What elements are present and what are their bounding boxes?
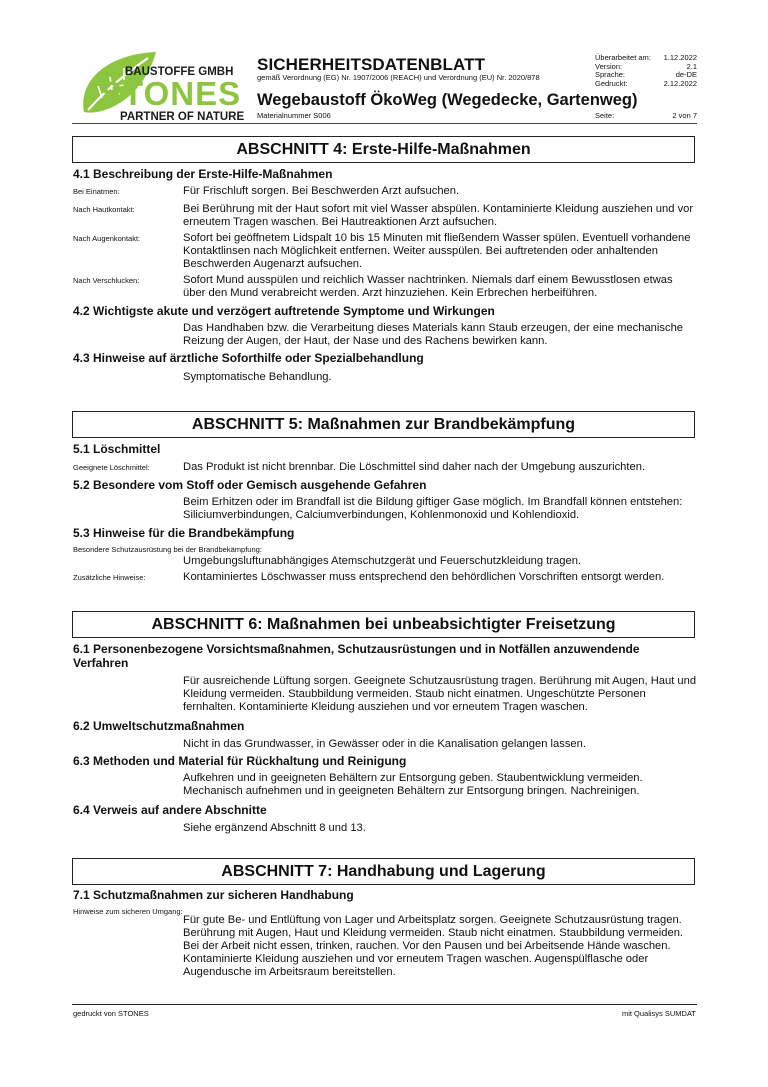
document-title: SICHERHEITSDATENBLATT [257,55,486,74]
header-divider [72,123,697,124]
subsection-4-2: 4.2 Wichtigste akute und verzögert auftretende Symptome und Wirkungen [73,304,495,318]
text-ingestion: Sofort Mund ausspülen und reichlich Wasser nachtrinken. Niemals darf einem Bewusstlosen etwas über den Mund verabreicht werden. Arzt hinzuziehen. Kein Erbrechen herbeiführen. [183,274,673,299]
leaf-logo-icon [78,50,248,122]
text-6-4: Siehe ergänzend Abschnitt 8 und 13. [183,822,366,834]
text-eye-contact: Sofort bei geöffnetem Lidspalt 10 bis 15 Minuten mit fließendem Wasser spülen. Eventuell vorhandene Kontaktlinsen nach Möglichkeit entfernen. Weiter ausspülen. Bei auftretenden oder anhaltenden Beschwerden Augenarzt aufsuchen. [183,232,691,270]
material-number: Materialnummer S006 [257,111,331,120]
label-inhalation: Bei Einatmen: [73,187,120,196]
text-6-1: Für ausreichende Lüftung sorgen. Geeignete Schutzausrüstung tragen. Berührung mit Augen, Haut und Kleidung vermeiden. Staubbildung vermeiden. Staub nicht einatmen. Ungeschützte Personen fernhalten. Kontaminierte Kleidung ausziehen und vor erneutem Tragen waschen. [183,675,697,713]
logo-company: BAUSTOFFE GMBH [125,66,234,78]
subsection-4-1: 4.1 Beschreibung der Erste-Hilfe-Maßnahmen [73,167,333,181]
label-protective-equipment: Besondere Schutzausrüstung bei der Brandbekämpfung: [73,545,262,554]
text-5-2: Beim Erhitzen oder im Brandfall ist die Bildung giftiger Gase möglich. Im Brandfall können entstehen: Siliciumverbindungen, Calciumverbindungen, Kohlenmonoxid und Kohlendioxid. [183,496,683,521]
subsection-5-3: 5.3 Hinweise für die Brandbekämpfung [73,526,295,540]
meta-label: Gedruckt: [595,78,628,88]
subsection-6-2: 6.2 Umweltschutzmaßnahmen [73,719,245,733]
meta-value: 1.12.2022 [663,53,697,62]
label-ingestion: Nach Verschlucken: [73,276,140,285]
subsection-4-3: 4.3 Hinweise auf ärztliche Soforthilfe oder Spezialbehandlung [73,351,424,365]
label-additional-notes: Zusätzliche Hinweise: [73,573,146,582]
text-5-1: Das Produkt ist nicht brennbar. Die Löschmittel sind daher nach der Umgebung auszurichten. [183,461,646,473]
text-inhalation: Für Frischluft sorgen. Bei Beschwerden Arzt aufsuchen. [183,185,460,197]
footer-printed-by: gedruckt von STONES [73,1009,149,1018]
text-4-3: Symptomatische Behandlung. [183,371,332,383]
section-5-title: ABSCHNITT 5: Maßnahmen zur Brandbekämpfung [72,411,695,438]
text-6-3: Aufkehren und in geeigneten Behältern zur Entsorgung geben. Staubentwicklung vermeiden. Mechanisch aufnehmen und in geeigneten Behältern zur Entsorgung bringen. Nachreinigen. [183,772,643,797]
document-meta [595,54,697,88]
meta-label: Version: [595,61,623,71]
page-value: 2 von 7 [672,111,697,120]
meta-value: 2.1 [686,61,697,71]
text-5-3b: Kontaminiertes Löschwasser muss entsprechend den behördlichen Vorschriften entsorgt werden. [183,571,665,583]
label-safe-handling: Hinweise zum sicheren Umgang: [73,907,183,916]
text-5-3a: Umgebungsluftunabhängiges Atemschutzgerät und Feuerschutzkleidung tragen. [183,555,582,567]
subsection-6-1: 6.1 Personenbezogene Vorsichtsmaßnahmen, Schutzausrüstungen und in Notfällen anzuwendende Verfahren [73,642,640,670]
label-eye-contact: Nach Augenkontakt: [73,234,141,243]
text-7-1: Für gute Be- und Entlüftung von Lager und Arbeitsplatz sorgen. Geeignete Schutzausrüstung tragen. Berührung mit Augen, Haut und Kleidung vermeiden. Staub nicht einatmen. Staubbildung vermeiden. Bei der Arbeit nicht essen, trinken, rauchen. Vor den Pausen und bei Arbeitsende Hände waschen. Kontaminierte Kleidung ausziehen und vor erneutem Tragen waschen. Augenspülflasche oder Augendusche im Arbeitsraum bereitstellen. [183,914,684,978]
text-6-2: Nicht in das Grundwasser, in Gewässer oder in die Kanalisation gelangen lassen. [183,738,586,750]
subsection-5-2: 5.2 Besondere vom Stoff oder Gemisch ausgehende Gefahren [73,478,427,492]
meta-label: Sprache: [595,70,626,80]
logo-brand: STONES [100,75,242,112]
subsection-6-3: 6.3 Methoden und Material für Rückhaltung und Reinigung [73,754,407,768]
subsection-6-4: 6.4 Verweis auf andere Abschnitte [73,803,267,817]
subsection-7-1: 7.1 Schutzmaßnahmen zur sicheren Handhabung [73,888,354,902]
meta-value: de-DE [675,70,697,80]
page-number [595,111,697,120]
label-extinguishing-media: Geeignete Löschmittel: [73,463,150,472]
meta-label: Überarbeitet am: [595,53,651,62]
logo-tagline: PARTNER OF NATURE [120,111,245,122]
regulation-text: gemäß Verordnung (EG) Nr. 1907/2006 (REACH) und Verordnung (EU) Nr. 2020/878 [257,73,540,82]
meta-printed [595,80,697,89]
section-4-title: ABSCHNITT 4: Erste-Hilfe-Maßnahmen [72,136,695,163]
label-skin-contact: Nach Hautkontakt: [73,205,135,214]
text-4-2: Das Handhaben bzw. die Verarbeitung dieses Materials kann Staub erzeugen, der eine mechanische Reizung der Augen, der Haut, der Nase und des Rachens bewirken kann. [183,322,684,347]
page-label: Seite: [595,111,615,120]
company-logo [78,50,248,122]
footer-software: mit Qualisys SUMDAT [621,1009,696,1018]
subsection-5-1: 5.1 Löschmittel [73,442,161,456]
text-skin-contact: Bei Berührung mit der Haut sofort mit viel Wasser abspülen. Kontaminierte Kleidung ausziehen und vor erneutem Tragen waschen. Bei Hautreaktionen Arzt aufsuchen. [183,203,694,228]
product-name: Wegebaustoff ÖkoWeg (Wegedecke, Gartenweg) [257,91,638,109]
section-6-title: ABSCHNITT 6: Maßnahmen bei unbeabsichtigter Freisetzung [72,611,695,638]
section-7-title: ABSCHNITT 7: Handhabung und Lagerung [72,858,695,885]
meta-value: 2.12.2022 [663,78,697,88]
footer-divider [72,1004,697,1005]
